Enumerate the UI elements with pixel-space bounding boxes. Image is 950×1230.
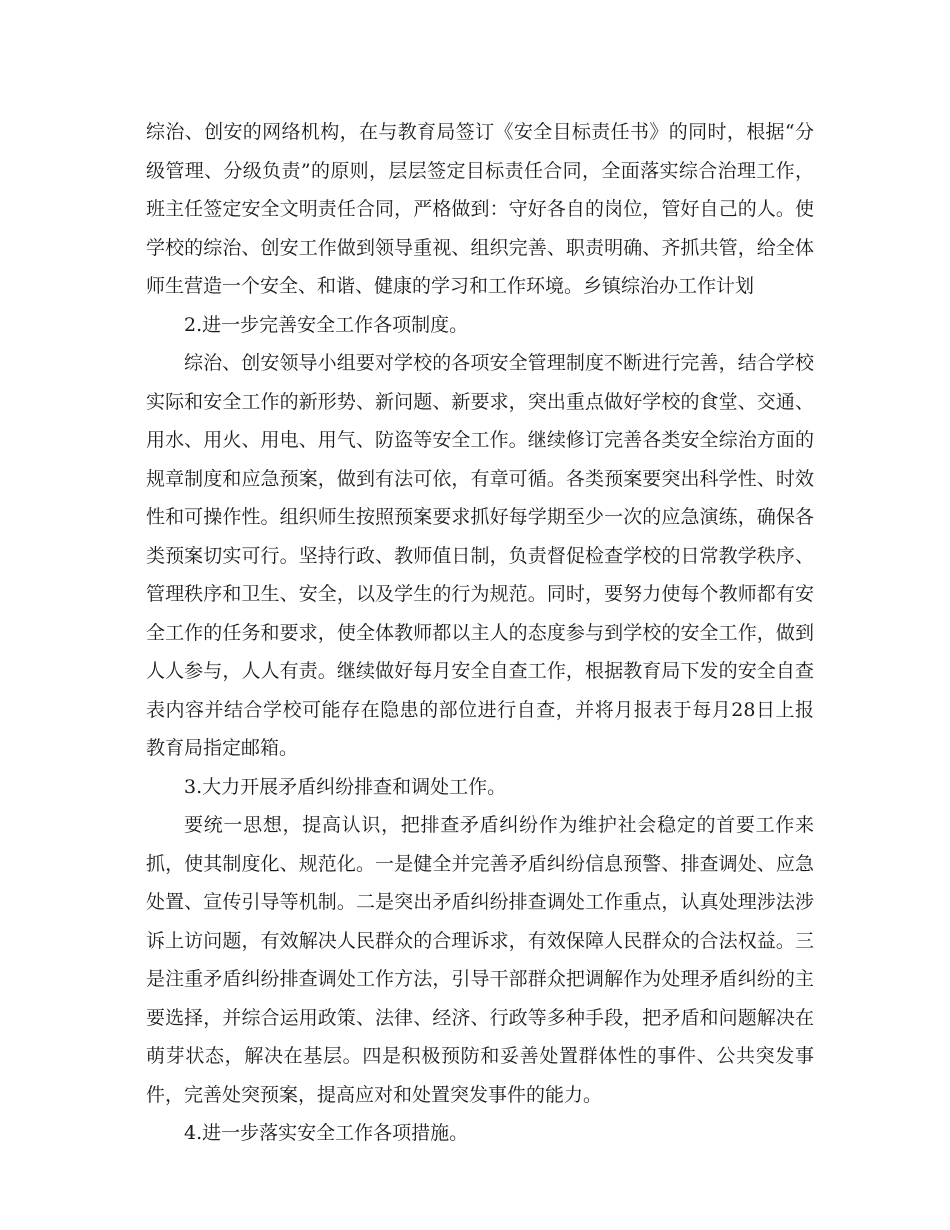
paragraph-safety-systems: 综治、创安领导小组要对学校的各项安全管理制度不断进行完善，结合学校实际和安全工作的新形势、新问题、新要求，突出重点做好学校的食堂、交通、用水、用火、用电、用气、防盗等安全工作。继续修订完善各类安全综治方面的规章制度和应急预案，做到有法可依，有章可循。各类预案要突出科学性、时效性和可操作性。组织师生按照预案要求抓好每学期至少一次的应急演练，确保各类预案切实可行。坚持行政、教师值日制，负责督促检查学校的日常教学秩序、管理秩序和卫生、安全，以及学生的行为规范。同时，要努力使每个教师都有安全工作的任务和要求，使全体教师都以主人的态度参与到学校的安全工作，做到人人参与，人人有责。继续做好每月安全自查工作，根据教育局下发的安全自查表内容并结合学校可能存在隐患的部位进行自查，并将月报表于每月28日上报教育局指定邮箱。	[146, 352, 814, 759]
document-body	[146, 113, 814, 1153]
section-heading-4: 4.进一步落实安全工作各项措施。	[184, 1122, 469, 1144]
paragraph-continued: 综治、创安的网络机构，在与教育局签订《安全目标责任书》的同时，根据“分级管理、分级负责”的原则，层层签定目标责任合同，全面落实综合治理工作，班主任签定安全文明责任合同，严格做到：守好各自的岗位，管好自己的人。使学校的综治、创安工作做到领导重视、组织完善、职责明确、齐抓共管，给全体师生营造一个安全、和谐、健康的学习和工作环境。乡镇综治办工作计划	[146, 121, 814, 297]
section-heading-3: 3.大力开展矛盾纠纷排查和调处工作。	[184, 775, 507, 798]
section-heading-2: 2.进一步完善安全工作各项制度。	[184, 313, 469, 336]
paragraph-dispute-resolution: 要统一思想，提高认识，把排查矛盾纠纷作为维护社会稳定的首要工作来抓，使其制度化、规范化。一是健全并完善矛盾纠纷信息预警、排查调处、应急处置、宣传引导等机制。二是突出矛盾纠纷排查调处工作重点，认真处理涉法涉诉上访问题，有效解决人民群众的合理诉求，有效保障人民群众的合法权益。三是注重矛盾纠纷排查调处工作方法，引导干部群众把调解作为处理矛盾纠纷的主要选择，并综合运用政策、法律、经济、行政等多种手段，把矛盾和问题解决在萌芽状态，解决在基层。四是积极预防和妥善处置群体性的事件、公共突发事件，完善处突预案，提高应对和处置突发事件的能力。	[146, 814, 814, 1106]
